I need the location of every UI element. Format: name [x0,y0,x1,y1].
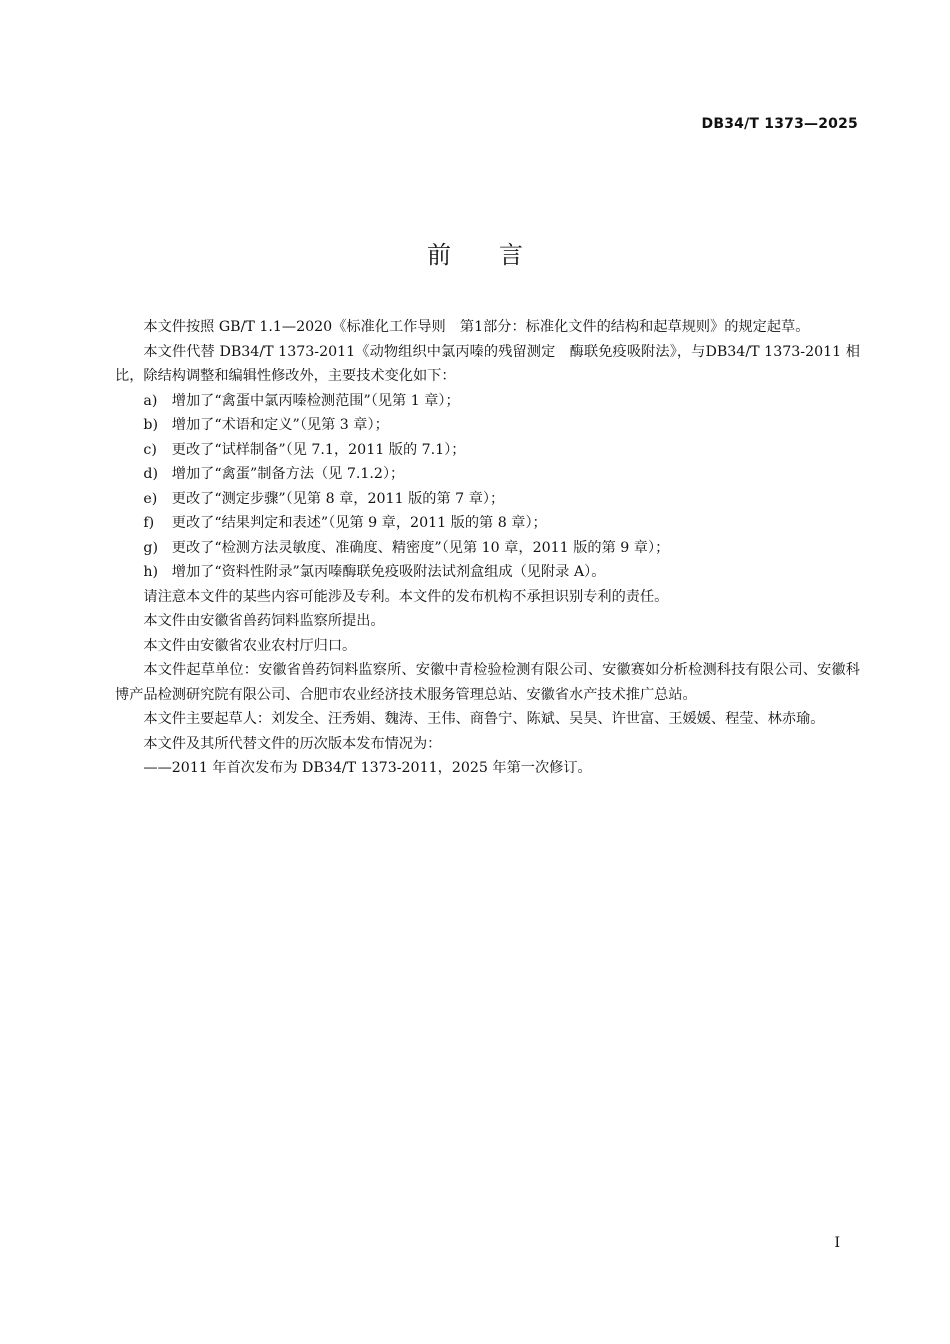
list-item-text: 更改了“测定步骤”（见第 8 章，2011 版的第 7 章）； [171,490,505,507]
list-marker: h) [143,564,159,580]
list-item-text: 增加了“禽蛋”制备方法（见 7.1.2）； [171,466,405,482]
paragraph-version-history: ——2011 年首次发布为 DB34/T 1373-2011，2025 年第一次修订。 [143,760,592,776]
list-item [115,511,860,536]
list-item-text: 更改了“检测方法灵敏度、准确度、精密度”（见第 10 章，2011 版的第 9 章）； [171,539,670,556]
paragraph-replacement: 本文件代替 DB34/T 1373-2011《动物组织中氯丙嗪的残留测定 酶联免疫吸附法》，与DB34/T 1373-2011 相比，除结构调整和编辑性修改外，主要技术变化如下： [115,343,860,384]
list-item [115,413,860,438]
list-item [115,389,860,414]
paragraph-patent-notice: 请注意本文件的某些内容可能涉及专利。本文件的发布机构不承担识别专利的责任。 [143,588,669,605]
paragraph-drafting-units: 本文件起草单位：安徽省兽药饲料监察所、安徽中青检验检测有限公司、安徽赛如分析检测科技有限公司、安徽科博产品检测研究院有限公司、合肥市农业经济技术服务管理总站、安徽省水产技术推广总站。 [115,662,860,703]
paragraph-centralized-by: 本文件由安徽省农业农村厅归口。 [143,637,357,654]
list-marker: f) [143,515,155,531]
paragraph-drafting-rule: 本文件按照 GB/T 1.1—2020《标准化工作导则 第1部分：标准化文件的结构和起草规则》的规定起草。 [143,319,810,335]
foreword-body [115,315,860,781]
list-marker: d) [143,466,159,482]
list-item [115,487,860,512]
page-title: 前言 [427,241,571,269]
document-code: DB34/T 1373—2025 [701,116,858,132]
list-marker: g) [143,539,159,556]
list-item [115,462,860,487]
list-marker: b) [143,417,159,433]
paragraph-drafters: 本文件主要起草人：刘发全、汪秀娟、魏涛、王伟、商鲁宁、陈斌、吴昊、许世富、王媛媛、程莹、林赤瑜。 [143,711,825,727]
list-item-text: 增加了“禽蛋中氯丙嗪检测范围”（见第 1 章）； [171,392,460,409]
paragraph-version-history-intro: 本文件及其所代替文件的历次版本发布情况为： [143,735,442,752]
list-item-text: 增加了“资料性附录”氯丙嗪酶联免疫吸附法试剂盒组成（见附录 A）。 [171,564,606,580]
list-marker: a) [143,392,158,409]
list-item [115,438,860,463]
list-item-text: 增加了“术语和定义”（见第 3 章）； [171,417,389,433]
list-item-text: 更改了“结果判定和表述”（见第 9 章，2011 版的第 8 章）； [171,515,547,531]
list-item [115,536,860,561]
list-item-text: 更改了“试样制备”（见 7.1，2011 版的 7.1）； [171,441,466,458]
page-number: I [834,1235,840,1251]
list-marker: e) [143,490,158,507]
paragraph-proposer: 本文件由安徽省兽药饲料监察所提出。 [143,613,385,629]
list-item [115,560,860,585]
list-marker: c) [143,441,157,458]
